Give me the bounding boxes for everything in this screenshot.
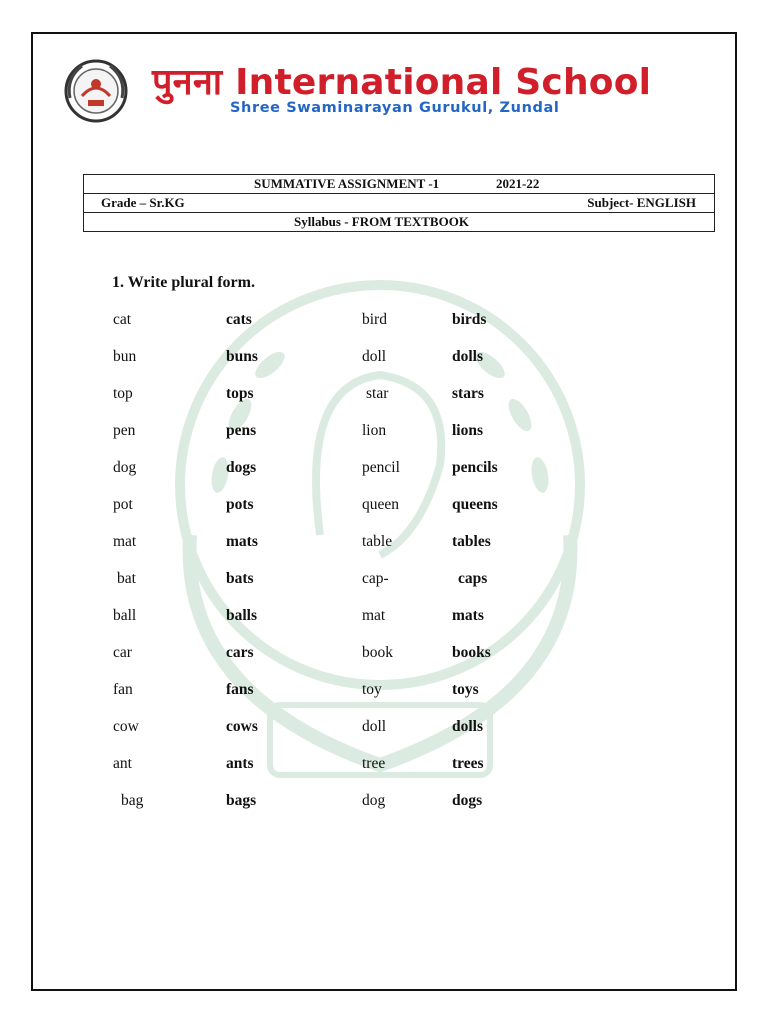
singular-word: pot xyxy=(113,496,133,513)
singular-word: bun xyxy=(113,348,137,365)
plural-answer: bats xyxy=(226,570,254,587)
plural-answer: cars xyxy=(226,644,254,661)
singular-word: ant xyxy=(113,755,132,772)
subject-label: Subject- ENGLISH xyxy=(587,195,696,210)
plural-answer: buns xyxy=(226,348,258,365)
plural-answer: balls xyxy=(226,607,258,624)
singular-word: fan xyxy=(113,681,133,698)
singular-word: car xyxy=(113,644,132,661)
plural-answer: fans xyxy=(226,681,254,698)
singular-word: bird xyxy=(362,311,387,328)
plural-answer: pens xyxy=(226,422,257,439)
plural-answer: pencils xyxy=(452,459,498,476)
singular-word: cow xyxy=(113,718,139,735)
singular-word: mat xyxy=(362,607,386,624)
singular-word: table xyxy=(362,533,393,550)
plural-answer: books xyxy=(452,644,491,661)
academic-year: 2021-22 xyxy=(496,176,540,191)
singular-word: ball xyxy=(113,607,137,624)
plural-answer: ants xyxy=(226,755,254,772)
syllabus-label: Syllabus - FROM TEXTBOOK xyxy=(294,214,469,229)
header-divider xyxy=(84,193,714,194)
school-subtitle: Shree Swaminarayan Gurukul, Zundal xyxy=(230,100,560,116)
plural-answer: lions xyxy=(452,422,484,439)
singular-word: dog xyxy=(113,459,137,476)
singular-word: cap- xyxy=(362,570,389,587)
plural-answer: toys xyxy=(452,681,479,698)
singular-word: top xyxy=(113,385,133,402)
assignment-title: SUMMATIVE ASSIGNMENT -1 xyxy=(254,176,440,191)
singular-word: cat xyxy=(113,311,132,328)
plural-answer: dogs xyxy=(452,792,483,809)
plural-answer: mats xyxy=(226,533,258,550)
singular-word: dog xyxy=(362,792,386,809)
plural-answer: birds xyxy=(452,311,487,328)
singular-word: mat xyxy=(113,533,137,550)
plural-answer: dolls xyxy=(452,348,484,365)
singular-word: pencil xyxy=(362,459,400,476)
plural-answer: queens xyxy=(452,496,498,513)
plural-answer: stars xyxy=(452,385,484,402)
singular-word: doll xyxy=(362,718,387,735)
school-name-english: International School xyxy=(235,62,652,103)
plural-answer: tables xyxy=(452,533,491,550)
singular-word: lion xyxy=(362,422,387,439)
singular-word: pen xyxy=(113,422,136,439)
plural-answer: cats xyxy=(226,311,252,328)
plural-answer: pots xyxy=(226,496,254,513)
singular-word: tree xyxy=(362,755,386,772)
singular-word: star xyxy=(366,385,389,402)
school-name-hindi: पुनना xyxy=(152,62,223,103)
grade-label: Grade – Sr.KG xyxy=(101,195,185,210)
singular-word: bag xyxy=(121,792,144,809)
plural-answer: mats xyxy=(452,607,484,624)
school-logo xyxy=(62,58,130,124)
singular-word: doll xyxy=(362,348,387,365)
school-title xyxy=(152,56,651,105)
plural-answer: cows xyxy=(226,718,258,735)
plural-answer: bags xyxy=(226,792,257,809)
assignment-header xyxy=(83,174,715,232)
header-divider xyxy=(84,212,714,213)
plural-answer: trees xyxy=(452,755,484,772)
singular-word: toy xyxy=(362,681,382,698)
plural-answer: tops xyxy=(226,385,254,402)
question-title: 1. Write plural form. xyxy=(112,274,255,291)
singular-word: book xyxy=(362,644,393,661)
singular-word: queen xyxy=(362,496,400,513)
plural-answer: caps xyxy=(458,570,488,587)
singular-word: bat xyxy=(117,570,136,587)
plural-answer: dogs xyxy=(226,459,257,476)
plural-answer: dolls xyxy=(452,718,484,735)
